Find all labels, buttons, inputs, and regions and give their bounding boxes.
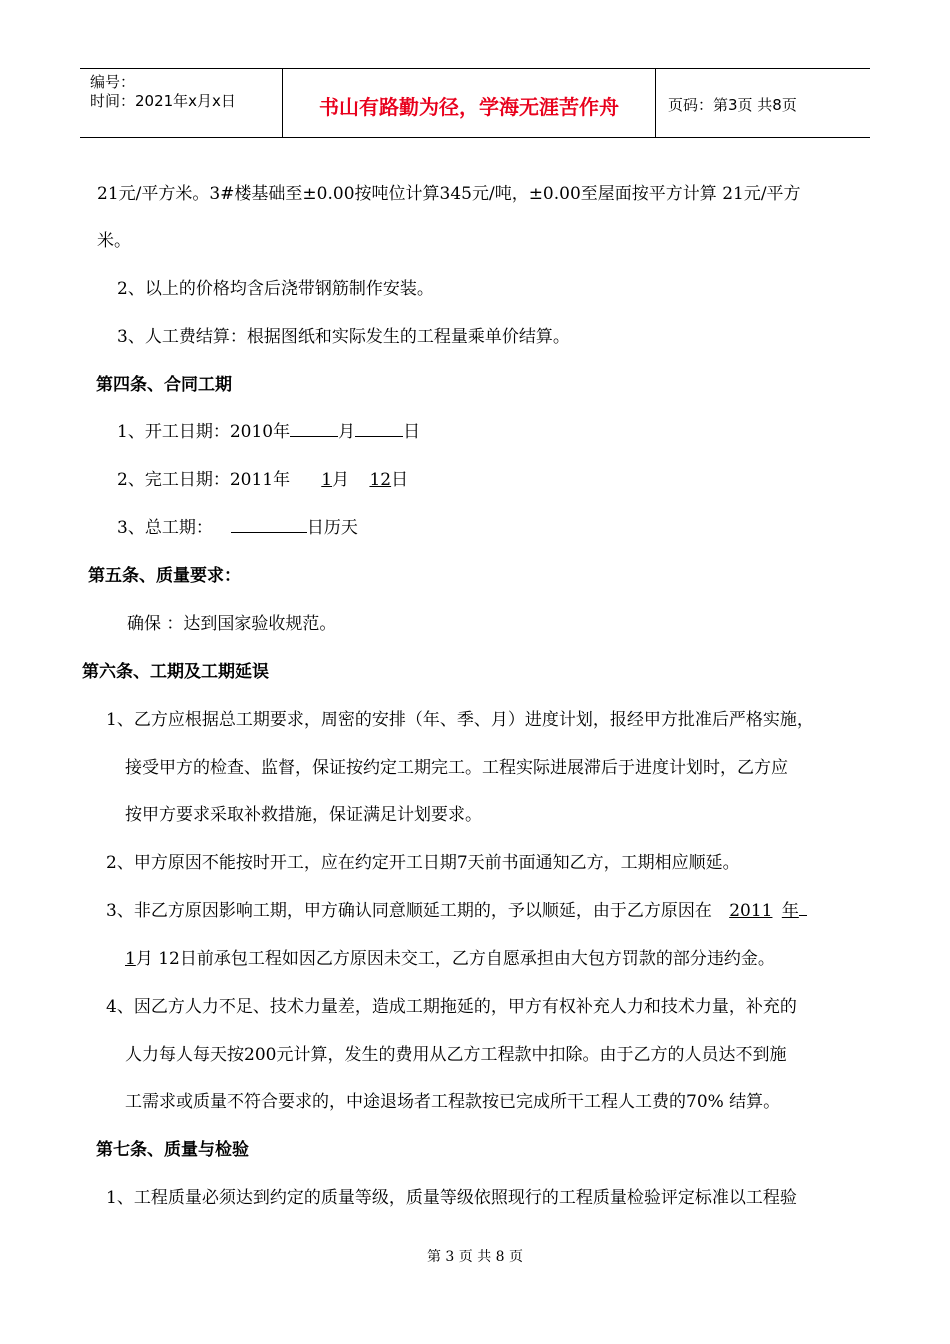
header-table [80,68,870,138]
start-month-blank [290,419,338,437]
start-day-label: 日 [403,422,421,442]
number-label: 编号： [90,73,136,91]
paragraph-line: 1、乙方应根据总工期要求，周密的安排（年、季、月）进度计划，报经甲方批准后严格实施， [106,710,814,730]
article-6-title: 第六条、工期及工期延误 [82,662,269,682]
delay-text-2: 月 12日前承包工程如因乙方原因未交工，乙方自愿承担由大包方罚款的部分违约金。 [135,949,775,969]
article-7-title: 第七条、质量与检验 [96,1140,249,1160]
paragraph-line: 1、工程质量必须达到约定的质量等级，质量等级依照现行的工程质量检验评定标准以工程验 [106,1188,797,1208]
paragraph-line: 按甲方要求采取补救措施，保证满足计划要求。 [125,805,482,825]
time-label: 时间：2021年x月x日 [90,92,236,110]
paragraph-line: 工需求或质量不符合要求的，中途退场者工程款按已完成所干工程人工费的70% 结算。 [125,1092,781,1112]
end-month-value: 1 [321,470,333,490]
total-period-suffix: 日历天 [306,518,358,538]
header-right-cell [656,69,870,137]
start-date-prefix: 1、开工日期：2010年 [117,422,291,442]
paragraph-line: 2、以上的价格均含后浇带钢筋制作安装。 [117,279,434,299]
paragraph-line: 3、人工费结算：根据图纸和实际发生的工程量乘单价结算。 [117,327,570,347]
page-code: 页码：第3页 共8页 [668,96,797,114]
delay-text: 3、非乙方原因影响工期，甲方确认同意顺延工期的，予以顺延，由于乙方原因在 [106,901,712,921]
quality-line: 确保 ：达到国家验收规范。 [127,614,337,634]
total-period-line [117,513,358,538]
end-date-prefix: 2、完工日期：2011年 [117,470,291,490]
delay-year-value: 2011 [729,901,773,921]
end-day-label: 日 [391,470,409,490]
total-period-blank [231,515,307,533]
end-month-label: 月 [332,470,350,490]
start-date-line [117,417,420,442]
delay-line-2 [125,944,775,969]
paragraph-line: 接受甲方的检查、监督，保证按约定工期完工。工程实际进展滞后于进度计划时，乙方应 [125,758,788,778]
delay-year-blank [799,898,807,916]
end-date-line [117,465,408,490]
delay-month-value: 1 [125,949,136,969]
paragraph-line: 米。 [97,231,131,251]
paragraph-line: 21元/平方米。3#楼基础至±0.00按吨位计算345元/吨，±0.00至屋面按平方计算 21元/平方 [97,184,801,204]
delay-year-label: 年 [781,901,799,921]
end-day-value: 12 [369,470,392,490]
start-day-blank [355,419,403,437]
motto: 书山有路勤为径，学海无涯苦作舟 [319,95,619,119]
total-period-prefix: 3、总工期： [117,518,213,538]
article-5-title: 第五条、质量要求： [88,566,241,586]
header-middle-cell [282,69,656,137]
page-footer: 第 3 页 共 8 页 [426,1249,524,1265]
header-left-cell [80,69,282,137]
article-4-title: 第四条、合同工期 [96,375,232,395]
paragraph-line: 4、因乙方人力不足、技术力量差，造成工期拖延的，甲方有权补充人力和技术力量，补充的 [106,997,797,1017]
paragraph-line: 人力每人每天按200元计算，发生的费用从乙方工程款中扣除。由于乙方的人员达不到施 [125,1045,787,1065]
start-month-label: 月 [338,422,356,442]
paragraph-line: 2、甲方原因不能按时开工，应在约定开工日期7天前书面通知乙方，工期相应顺延。 [106,853,740,873]
delay-line [106,896,807,921]
